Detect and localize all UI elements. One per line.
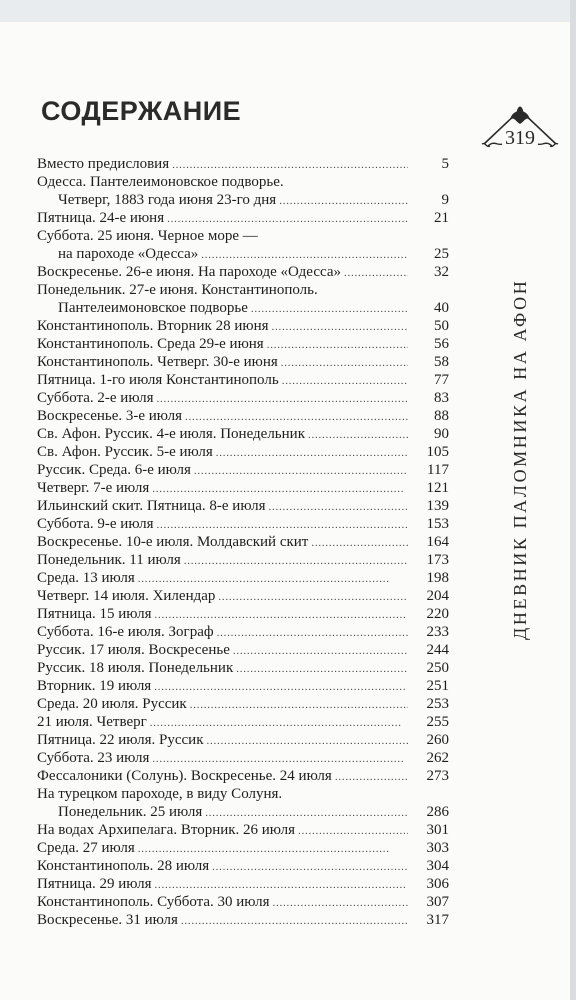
dot-leader	[282, 371, 408, 390]
toc-entry-continuation	[37, 803, 449, 821]
toc-entry-line	[37, 227, 449, 245]
dot-leader	[194, 461, 408, 480]
dot-leader	[233, 641, 408, 660]
dot-leader	[251, 299, 408, 318]
toc-entry-line	[37, 785, 449, 803]
toc-entry-line	[37, 155, 449, 173]
toc-page-number: 58	[434, 354, 449, 370]
dot-leader	[138, 569, 408, 588]
toc-page-number: 303	[426, 840, 449, 856]
toc-entry-line	[37, 587, 449, 605]
toc-page-number: 21	[434, 210, 449, 226]
toc-entry	[37, 353, 449, 371]
toc-page-number: 307	[426, 894, 449, 910]
toc-entry-title: Понедельник. 27-е июня. Константинополь.	[37, 282, 318, 298]
toc-entry-title: Св. Афон. Руссик. 5-е июля	[37, 444, 213, 460]
toc-entry-title: Среда. 27 июля	[37, 840, 135, 856]
toc-page-number: 105	[426, 444, 449, 460]
toc-entry-title: 21 июля. Четверг	[37, 714, 147, 730]
dot-leader	[185, 407, 408, 426]
toc-entry-line	[37, 623, 449, 641]
dot-leader	[152, 479, 408, 498]
toc-page-number: 121	[426, 480, 449, 496]
toc-entry-line	[37, 875, 449, 893]
toc-entry	[37, 623, 449, 641]
toc-entry-title: Одесса. Пантелеимоновское подворье.	[37, 174, 284, 190]
toc-entry-title: Пятница. 24-е июня	[37, 210, 165, 226]
toc-entry	[37, 533, 449, 551]
toc-entry-continuation	[37, 245, 449, 263]
dot-leader	[218, 587, 408, 606]
toc-entry-line	[37, 821, 449, 839]
toc-entry-title: Вторник. 19 июля	[37, 678, 152, 694]
toc-entry-title: Руссик. 18 июля. Понедельник	[37, 660, 234, 676]
toc-page-number: 88	[434, 408, 449, 424]
toc-page-number: 139	[426, 498, 449, 514]
toc-entry-title: Понедельник. 25 июля	[58, 804, 203, 820]
dot-leader	[157, 515, 408, 534]
toc-page-number: 164	[426, 534, 449, 550]
toc-entry-title: Суббота. 2-е июля	[37, 390, 154, 406]
toc-page-number: 250	[426, 660, 449, 676]
toc-entry-line	[37, 263, 449, 281]
toc-entry-title: На турецком пароходе, в виду Солуня.	[37, 786, 283, 802]
dot-leader	[311, 533, 408, 552]
toc-entry	[37, 155, 449, 173]
toc-entry-line	[37, 533, 449, 551]
toc-entry	[37, 173, 449, 209]
toc-entry-line	[37, 677, 449, 695]
toc-page-number: 220	[426, 606, 449, 622]
toc-entry	[37, 263, 449, 281]
dot-leader	[205, 803, 408, 822]
toc-page-number: 50	[434, 318, 449, 334]
toc-entry	[37, 497, 449, 515]
toc-entry	[37, 551, 449, 569]
dot-leader	[154, 677, 408, 696]
page-top-edge	[0, 0, 576, 22]
toc-entry-line	[37, 497, 449, 515]
dot-leader	[298, 821, 408, 840]
toc-entry	[37, 605, 449, 623]
dot-leader	[201, 245, 408, 264]
dot-leader	[279, 191, 408, 210]
toc-entry-title: Руссик. 17 июля. Воскресенье	[37, 642, 230, 658]
toc-entry-line	[37, 425, 449, 443]
toc-entry	[37, 677, 449, 695]
toc-page-number: 90	[434, 426, 449, 442]
dot-leader	[212, 857, 408, 876]
toc-entry-title: Понедельник. 11 июля	[37, 552, 181, 568]
toc-entry	[37, 749, 449, 767]
page-number: 319	[505, 127, 535, 149]
toc-entry	[37, 857, 449, 875]
toc-entry-title: Вместо предисловия	[37, 156, 170, 172]
toc-entry-title: Среда. 13 июля	[37, 570, 135, 586]
dot-leader	[335, 767, 408, 786]
dot-leader	[269, 497, 408, 516]
toc-entry-line	[37, 461, 449, 479]
toc-entry	[37, 785, 449, 821]
toc-entry	[37, 425, 449, 443]
toc-page-number: 255	[426, 714, 449, 730]
toc-page-number: 153	[426, 516, 449, 532]
toc-page-number: 40	[434, 300, 449, 316]
toc-entry-line	[37, 209, 449, 227]
toc-entry-line	[37, 839, 449, 857]
toc-entry-title: Четверг, 1883 года июня 23-го дня	[58, 192, 277, 208]
toc-entry-title: Воскресенье. 26-е июня. На пароходе «Одесса»	[37, 264, 341, 280]
toc-entry	[37, 911, 449, 929]
toc-entry-title: Константинополь. Суббота. 30 июля	[37, 894, 270, 910]
dot-leader	[184, 551, 408, 570]
toc-entry-line	[37, 443, 449, 461]
toc-entry	[37, 479, 449, 497]
dot-leader	[155, 875, 408, 894]
toc-entry-title: Константинополь. Четверг. 30-е июня	[37, 354, 278, 370]
toc-entry	[37, 713, 449, 731]
toc-entry-title: Суббота. 16-е июля. Зограф	[37, 624, 214, 640]
dot-leader	[308, 425, 408, 444]
toc-entry-line	[37, 767, 449, 785]
toc-page-number: 260	[426, 732, 449, 748]
toc-page-number: 244	[426, 642, 449, 658]
table-of-contents	[37, 155, 449, 929]
toc-entry-title: Пятница. 1-го июля Константинополь	[37, 372, 279, 388]
toc-entry-title: Четверг. 14 июля. Хилендар	[37, 588, 216, 604]
toc-page-number: 25	[434, 246, 449, 262]
toc-entry-title: Суббота. 25 июня. Черное море —	[37, 228, 258, 244]
toc-entry-line	[37, 317, 449, 335]
toc-entry-line	[37, 713, 449, 731]
dot-leader	[138, 839, 408, 858]
dot-leader	[216, 443, 408, 462]
toc-entry-line	[37, 335, 449, 353]
dot-leader	[157, 389, 408, 408]
dot-leader	[150, 713, 408, 732]
dot-leader	[152, 749, 408, 768]
toc-entry	[37, 443, 449, 461]
toc-entry	[37, 767, 449, 785]
toc-entry-title: На водах Архипелага. Вторник. 26 июля	[37, 822, 296, 838]
toc-entry-title: Суббота. 9-е июля	[37, 516, 154, 532]
toc-page-number: 304	[426, 858, 449, 874]
toc-entry	[37, 335, 449, 353]
toc-page-number: 83	[434, 390, 449, 406]
toc-page-number: 56	[434, 336, 449, 352]
toc-page-number: 5	[441, 156, 449, 172]
toc-entry-line	[37, 731, 449, 749]
toc-entry-line	[37, 911, 449, 929]
toc-entry-title: Константинополь. 28 июля	[37, 858, 210, 874]
toc-entry-title: на пароходе «Одесса»	[58, 246, 199, 262]
toc-entry-title: Воскресенье. 10-е июля. Молдавский скит	[37, 534, 309, 550]
toc-entry-title: Ильинский скит. Пятница. 8-е июля	[37, 498, 266, 514]
toc-page-number: 9	[441, 192, 449, 208]
page-right-edge	[570, 0, 576, 1000]
toc-page-number: 77	[434, 372, 449, 388]
toc-entry-continuation	[37, 299, 449, 317]
toc-entry	[37, 641, 449, 659]
toc-page-number: 173	[426, 552, 449, 568]
toc-entry-title: Среда. 20 июля. Руссик	[37, 696, 187, 712]
toc-entry-title: Воскресенье. 31 июля	[37, 912, 178, 928]
toc-entry	[37, 209, 449, 227]
toc-entry	[37, 569, 449, 587]
toc-page-number: 117	[427, 462, 449, 478]
toc-entry	[37, 461, 449, 479]
toc-entry-title: Воскресенье. 3-е июля	[37, 408, 183, 424]
page-title: СОДЕРЖАНИЕ	[41, 96, 242, 126]
toc-entry	[37, 875, 449, 893]
toc-entry-title: Фессалоники (Солунь). Воскресенье. 24 июля	[37, 768, 332, 784]
toc-page-number: 204	[426, 588, 449, 604]
toc-entry-line	[37, 353, 449, 371]
dot-leader	[236, 659, 408, 678]
dot-leader	[267, 335, 408, 354]
toc-entry-title: Руссик. Среда. 6-е июля	[37, 462, 191, 478]
toc-entry-line	[37, 569, 449, 587]
toc-entry-title: Суббота. 23 июля	[37, 750, 150, 766]
toc-entry-line	[37, 551, 449, 569]
toc-entry-title: Пятница. 22 июля. Руссик	[37, 732, 204, 748]
toc-entry	[37, 695, 449, 713]
toc-page-number: 301	[426, 822, 449, 838]
dot-leader	[344, 263, 408, 282]
toc-entry-line	[37, 389, 449, 407]
dot-leader	[217, 623, 408, 642]
toc-entry	[37, 821, 449, 839]
toc-page-number: 262	[426, 750, 449, 766]
toc-entry-line	[37, 659, 449, 677]
toc-page-number: 253	[426, 696, 449, 712]
toc-entry-line	[37, 479, 449, 497]
toc-entry-title: Четверг. 7-е июля	[37, 480, 150, 496]
toc-entry	[37, 389, 449, 407]
dot-leader	[281, 353, 408, 372]
dot-leader	[181, 911, 408, 930]
toc-entry-line	[37, 695, 449, 713]
toc-entry	[37, 731, 449, 749]
toc-page-number: 273	[426, 768, 449, 784]
toc-page-number: 306	[426, 876, 449, 892]
dot-leader	[172, 155, 408, 174]
running-title: ДНЕВНИК ПАЛОМНИКА НА АФОН	[510, 278, 530, 640]
toc-entry-line	[37, 605, 449, 623]
toc-entry-title: Пятница. 15 июля	[37, 606, 152, 622]
toc-entry-line	[37, 515, 449, 533]
toc-entry	[37, 317, 449, 335]
toc-entry	[37, 893, 449, 911]
toc-entry	[37, 515, 449, 533]
toc-entry	[37, 227, 449, 263]
toc-entry	[37, 281, 449, 317]
dot-leader	[273, 893, 408, 912]
toc-entry-line	[37, 407, 449, 425]
toc-entry-continuation	[37, 191, 449, 209]
toc-page-number: 317	[426, 912, 449, 928]
toc-entry-line	[37, 893, 449, 911]
dot-leader	[190, 695, 408, 714]
toc-entry	[37, 659, 449, 677]
toc-entry-title: Св. Афон. Руссик. 4-е июля. Понедельник	[37, 426, 305, 442]
toc-entry-line	[37, 641, 449, 659]
toc-entry	[37, 407, 449, 425]
dot-leader	[207, 731, 409, 750]
toc-entry	[37, 371, 449, 389]
toc-entry-line	[37, 371, 449, 389]
toc-entry-title: Пятница. 29 июля	[37, 876, 152, 892]
toc-entry-title: Константинополь. Вторник 28 июня	[37, 318, 269, 334]
toc-entry-title: Пантелеимоновское подворье	[58, 300, 248, 316]
toc-entry-line	[37, 281, 449, 299]
toc-page-number: 32	[434, 264, 449, 280]
toc-page-number: 198	[426, 570, 449, 586]
dot-leader	[167, 209, 408, 228]
toc-entry-title: Константинополь. Среда 29-е июня	[37, 336, 264, 352]
dot-leader	[155, 605, 408, 624]
toc-page-number: 251	[426, 678, 449, 694]
toc-entry	[37, 587, 449, 605]
toc-page-number: 233	[426, 624, 449, 640]
toc-entry-line	[37, 857, 449, 875]
toc-page-number: 286	[426, 804, 449, 820]
toc-entry-line	[37, 749, 449, 767]
dot-leader	[272, 317, 409, 336]
toc-entry	[37, 839, 449, 857]
toc-entry-line	[37, 173, 449, 191]
